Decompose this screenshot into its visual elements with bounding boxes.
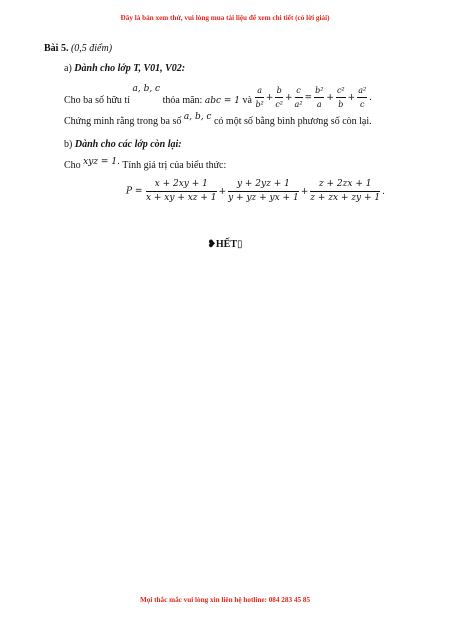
eq-a-term-6: $\frac{\text{a²}}{c}$ bbox=[358, 86, 367, 109]
end-mark bbox=[0, 239, 450, 250]
compute-text: Tính giá trị của biểu thức: bbox=[122, 160, 227, 171]
hotline-footer-banner: Mọi thắc mắc vui lòng xin liên hệ hotline: 084 283 45 85 bbox=[139, 596, 311, 604]
problem-points: (0,5 điểm) bbox=[70, 43, 113, 54]
preview-notice-banner: Đây là bản xem thử, vui lòng mua tài liệu để xem chi tiết (có lời giải) bbox=[120, 14, 330, 22]
part-b-heading: Dành cho các lớp còn lại: bbox=[74, 139, 182, 150]
prove-line bbox=[64, 112, 372, 127]
eq-a-term-5: $\frac{\text{c²}}{b}$ bbox=[336, 86, 345, 109]
eq-a-term-2: $\frac{b}{\text{c²}}$ bbox=[275, 86, 283, 109]
part-a-heading-line bbox=[64, 63, 185, 74]
expression-p: P = $\frac{x + 2xy + 1}{x + xy + xz + 1}$ + $\frac{y + 2yz + 1}{y + yz + yx + 1}$ + $\frac{z + 2zx + 1}{z + zx + zy + 1}$ . bbox=[126, 179, 386, 203]
and-word: và bbox=[242, 95, 252, 106]
problem-title: Bài 5. bbox=[44, 43, 69, 54]
part-a-label: a) bbox=[64, 63, 72, 74]
part-b-heading-line bbox=[64, 139, 182, 150]
eq-a-term-3: $\frac{c}{\text{a²}}$ bbox=[294, 86, 303, 109]
eq-a-term-1: $\frac{a}{\text{b²}}$ bbox=[255, 86, 264, 109]
part-b-label: b) bbox=[64, 139, 73, 150]
expression-term-2: $\frac{y + 2yz + 1}{y + yz + yx + 1}$ bbox=[228, 179, 299, 203]
eq-a-term-4: $\frac{\text{b²}}{a}$ bbox=[315, 86, 324, 109]
given-middle: thỏa mãn: bbox=[162, 95, 203, 106]
given-b-line bbox=[64, 156, 227, 171]
expression-lhs: P = bbox=[126, 186, 143, 197]
prove-suffix: có một số bằng bình phương số còn lại. bbox=[213, 116, 372, 127]
condition-abc: abc = 1 bbox=[204, 95, 240, 106]
end-left-glyph: ❥ bbox=[207, 239, 216, 250]
expression-term-1: $\frac{x + 2xy + 1}{x + xy + xz + 1}$ bbox=[145, 179, 217, 203]
prove-prefix: Chứng minh rằng trong ba số bbox=[64, 116, 182, 127]
given-prefix: Cho ba số hữu tỉ bbox=[64, 95, 130, 106]
expression-term-3: $\frac{z + 2zx + 1}{z + zx + zy + 1}$ bbox=[310, 179, 381, 203]
given-b-prefix: Cho bbox=[64, 160, 81, 171]
condition-xyz: xyz = 1. bbox=[83, 157, 120, 167]
end-right-glyph: ▯ bbox=[237, 239, 243, 250]
problem-title-line bbox=[44, 43, 112, 54]
part-a-heading: Dành cho lớp T, V01, V02: bbox=[74, 63, 186, 74]
prove-vars: a, b, c bbox=[183, 112, 212, 122]
end-text: HẾT bbox=[215, 239, 237, 250]
given-a-line: Cho ba số hữu tỉ a, b, c thỏa mãn: abc = 1 và $\frac{a}{\text{b²}}$ + $\frac{b}{\text{c²}}$ + $\frac{c}{\text{a²}}$ = $\frac{\text{b²}}{a}$ + $\frac{\text{c²}}{b}$ + $\frac{\text{a²}}{c}$ . bbox=[64, 84, 373, 109]
vars-abc: a, b, c bbox=[132, 84, 161, 94]
